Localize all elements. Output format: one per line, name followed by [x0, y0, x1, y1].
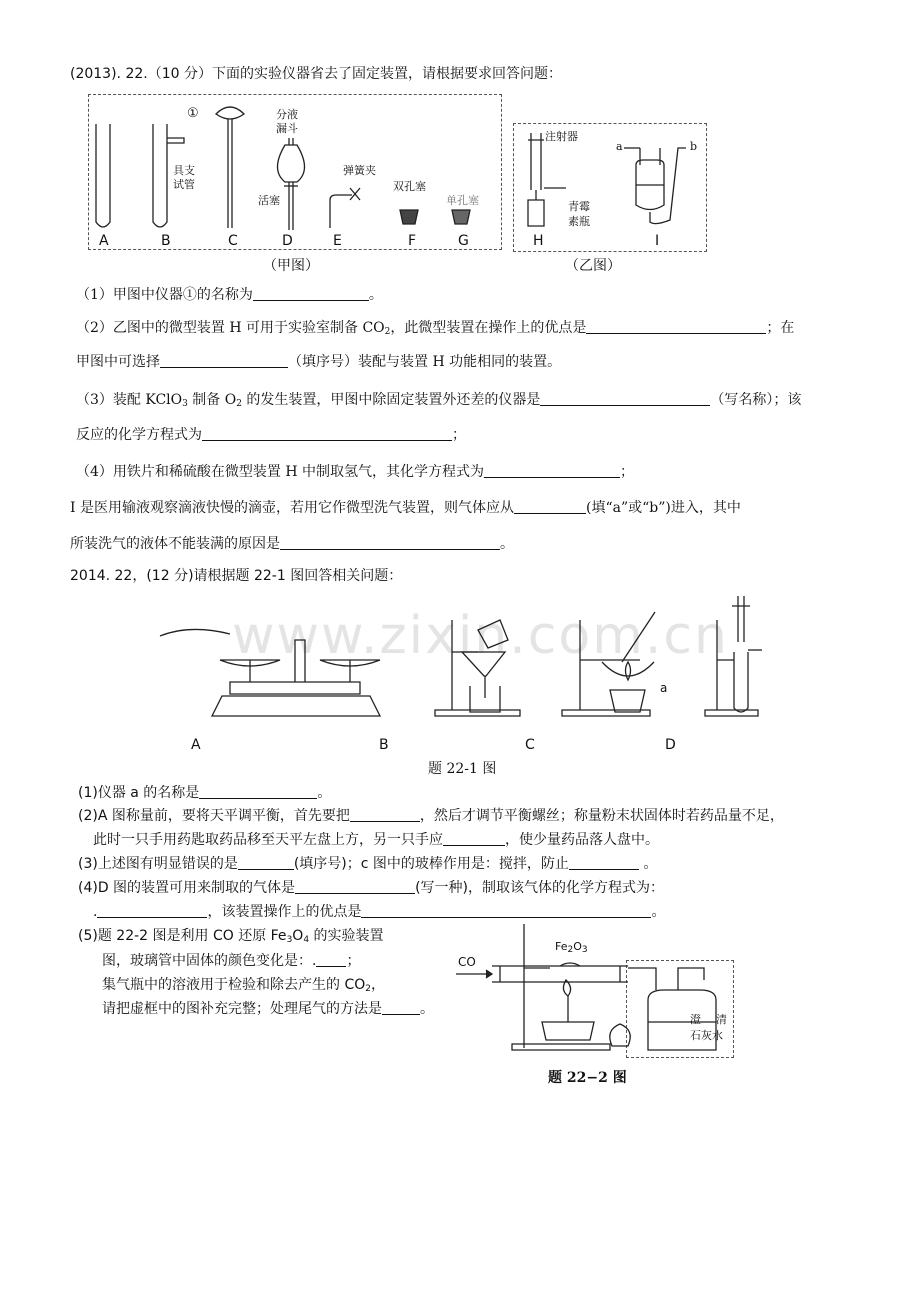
caption-22-1: 题 22-1 图	[428, 761, 497, 777]
label-fe2o3: $Fe_2O_3$	[555, 940, 588, 955]
label-tanhuangjia: 弹簧夹	[343, 164, 376, 177]
q2013-3b: 反应的化学方程式为 ；	[76, 427, 466, 443]
label-a-lamp: a	[660, 681, 668, 695]
label-a-port: a	[616, 140, 623, 153]
watermark: www.zixin.com.cn	[232, 606, 729, 666]
label-juzhi: 具支	[173, 164, 195, 177]
q2013-4b: I 是医用输液观察滴液快慢的滴壶，若用它作微型洗气装置，则气体应从 (填“a”或“b”)进入，其中	[70, 500, 741, 516]
label-huosai: 活塞	[258, 194, 280, 207]
letter-2014-A: A	[191, 737, 201, 753]
q2014-2a: (2)A 图称量前，要将天平调平衡，首先要把 ，然后才调节平衡螺丝；称量粉末状固体时若药品量不足，	[78, 808, 784, 824]
q2013-1: （1）甲图中仪器①的名称为 。	[76, 287, 383, 303]
letter-E: E	[333, 233, 342, 249]
label-shuangkongsai: 双孔塞	[393, 180, 426, 193]
caption-yi: （乙图）	[565, 258, 621, 274]
label-dankongsai: 单孔塞	[446, 194, 479, 207]
q2013-4a: （4）用铁片和稀硫酸在微型装置 H 中制取氢气，其化学方程式为 ；	[76, 464, 635, 480]
label-loudou: 漏斗	[276, 122, 298, 135]
label-shiguan: 试管	[173, 178, 195, 191]
label-qingmei: 青霉	[568, 200, 590, 213]
q2013-2b: 甲图中可选择 （填序号）装配与装置 H 功能相同的装置。	[76, 354, 562, 370]
burner	[542, 1022, 594, 1040]
q2014-4a: (4)D 图的装置可用来制取的气体是 (写一种)，制取该气体的化学方程式为：	[78, 880, 664, 896]
label-circle-1: ①	[187, 106, 199, 121]
q2014-5b: 图，玻璃管中固体的颜色变化是：. ；	[102, 953, 361, 969]
balloon	[610, 1024, 630, 1046]
label-chengqing-2: 清	[716, 1013, 727, 1026]
caption-jia: （甲图）	[263, 258, 319, 274]
q2014-1: (1)仪器 a 的名称是 。	[78, 785, 332, 801]
letter-I: I	[655, 233, 660, 249]
q2014-3: (3)上述图有明显错误的是 (填序号)；c 图中的玻棒作用是：搅拌，防止 。	[78, 856, 658, 872]
glass-tube	[492, 966, 628, 982]
q2014-5a: (5)题 22-2 图是利用 CO 还原 $Fe_3O_4$ 的实验装置	[78, 928, 384, 945]
q2013-4c: 所装洗气的液体不能装满的原因是 。	[70, 536, 514, 552]
q2014-5d: 请把虚框中的图补充完整；处理尾气的方法是 。	[102, 1001, 434, 1017]
label-shihuishui: 石灰水	[690, 1029, 723, 1042]
letter-2014-C: C	[525, 737, 535, 753]
letter-G: G	[458, 233, 469, 249]
label-b-port: b	[690, 140, 698, 153]
label-chengqing-1: 澄	[690, 1013, 701, 1026]
q2014-5c: 集气瓶中的溶液用于检验和除去产生的 $CO_2$，	[102, 977, 385, 994]
caption-22-2: 题 22−2 图	[548, 1070, 627, 1086]
q2013-3a: （3）装配 KClO$_3$ 制备 $O_2$ 的发生装置，甲图中除固定装置外还差的仪器是 （写名称）；该	[76, 392, 802, 409]
q2013-header: (2013). 22.（10 分）下面的实验仪器省去了固定装置，请根据要求回答问题：	[70, 66, 562, 82]
letter-B: B	[161, 233, 171, 249]
letter-2014-B: B	[379, 737, 389, 753]
letter-F: F	[408, 233, 417, 249]
label-co: CO	[458, 955, 476, 969]
label-supping: 素瓶	[568, 215, 590, 228]
letter-C: C	[228, 233, 238, 249]
letter-A: A	[99, 233, 109, 249]
letter-D: D	[282, 233, 293, 249]
letter-2014-D: D	[665, 737, 676, 753]
q2014-2b: 此时一只手用药匙取药品移至天平左盘上方，另一只手应 ，使少量药品落人盘中。	[93, 832, 659, 848]
letter-H: H	[533, 233, 544, 249]
q2014-4b: . ，该装置操作上的优点是 。	[93, 904, 666, 920]
q2013-2a: （2）乙图中的微型装置 H 可用于实验室制备 $CO_2$，此微型装置在操作上的优点是 ；在	[76, 320, 795, 337]
label-zhusheqi: 注射器	[545, 130, 578, 143]
q2014-header: 2014. 22，(12 分)请根据题 22-1 图回答相关问题：	[70, 568, 403, 584]
label-fenye: 分液	[276, 108, 298, 121]
